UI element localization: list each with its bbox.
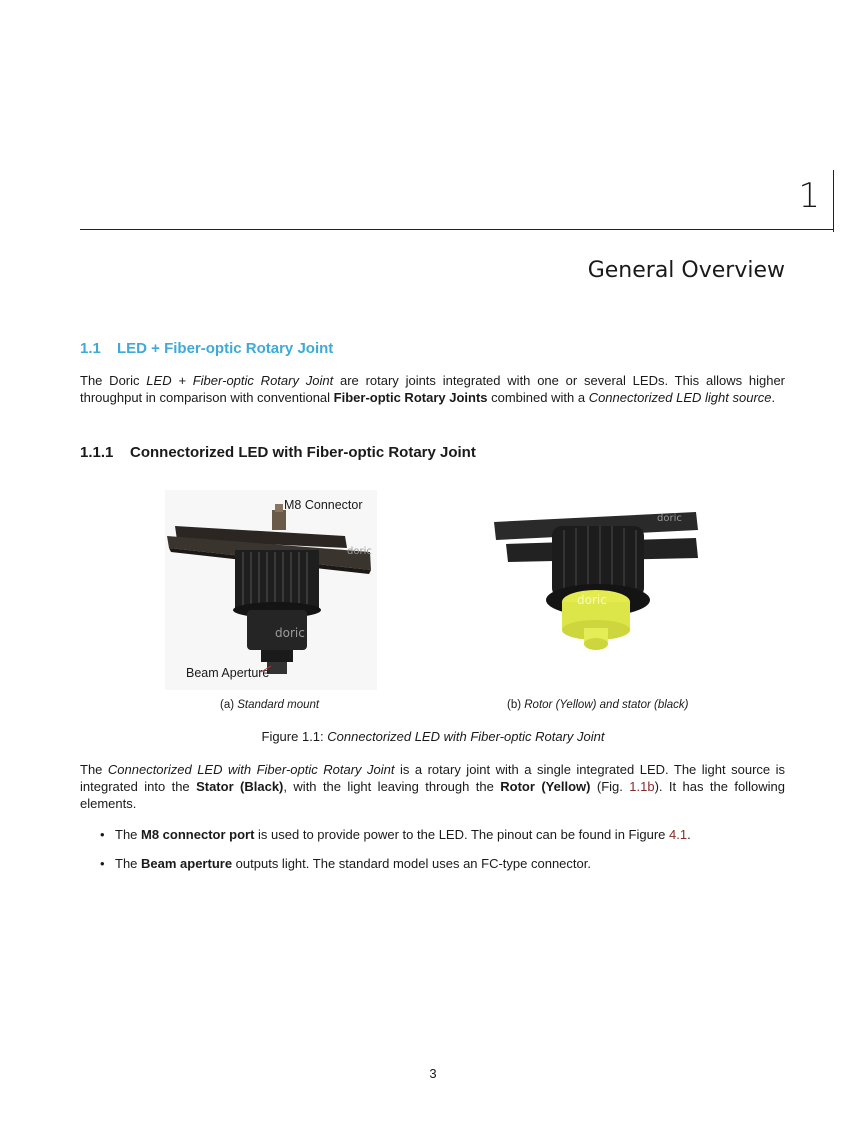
intro-text: combined with a bbox=[487, 390, 589, 405]
subcaption-a bbox=[220, 699, 319, 711]
subcaption-b-text: Rotor (Yellow) and stator (black) bbox=[524, 699, 689, 711]
intro-text: . bbox=[771, 390, 776, 405]
section-number: 1.1 bbox=[80, 340, 101, 357]
description-product-name: Connectorized LED with Fiber-optic Rotary Joint bbox=[107, 762, 395, 777]
bullet-text: The bbox=[115, 856, 142, 871]
intro-bold-term: Fiber-optic Rotary Joints bbox=[333, 390, 488, 405]
intro-product-name: LED + Fiber-optic Rotary Joint bbox=[146, 373, 334, 388]
description-text: The bbox=[80, 762, 108, 777]
figure-rotor-stator-image bbox=[492, 508, 702, 658]
section-title: LED + Fiber-optic Rotary Joint bbox=[117, 340, 334, 357]
intro-text: The Doric bbox=[80, 373, 147, 388]
brand-mark-bar-b: doric bbox=[657, 513, 682, 524]
chapter-divider-horizontal bbox=[80, 229, 834, 230]
bullet-text: . bbox=[687, 827, 691, 842]
intro-paragraph bbox=[80, 372, 785, 406]
intro-text: are rotary joints integrated with one or several LEDs. This allows higher throughput in comparison with conventional bbox=[80, 373, 785, 405]
brand-mark-body: doric bbox=[275, 626, 305, 640]
subcaption-b-label: (b) bbox=[507, 699, 525, 711]
description-text: is a rotary joint with a single integrated LED. The light source is integrated into the bbox=[80, 762, 786, 794]
description-text: ). It has the following elements. bbox=[80, 779, 785, 811]
chapter-number: 1 bbox=[798, 176, 820, 216]
subsection-heading bbox=[80, 444, 476, 461]
page-number: 3 bbox=[429, 1066, 437, 1081]
figure-caption-label: Figure 1.1: bbox=[261, 729, 328, 744]
brand-mark-rotor: doric bbox=[577, 593, 607, 607]
figure-caption-text: Connectorized LED with Fiber-optic Rotary Joint bbox=[327, 729, 605, 744]
description-paragraph bbox=[80, 761, 785, 812]
subcaption-b bbox=[507, 699, 689, 711]
bullet-icon: • bbox=[100, 827, 105, 842]
chapter-divider-vertical bbox=[833, 170, 834, 232]
subcaption-a-text: Standard mount bbox=[237, 699, 320, 711]
bullet-bold-term: Beam aperture bbox=[141, 856, 233, 871]
callout-m8-connector: M8 Connector bbox=[284, 498, 363, 512]
brand-mark-bar: doric bbox=[347, 546, 372, 557]
subsection-title: Connectorized LED with Fiber-optic Rotary Joint bbox=[130, 444, 476, 461]
figure-caption bbox=[0, 729, 866, 744]
subcaption-a-label: (a) bbox=[220, 699, 238, 711]
bullet-text: is used to provide power to the LED. The pinout can be found in Figure bbox=[254, 827, 669, 842]
bullet-text: outputs light. The standard model uses an FC-type connector. bbox=[232, 856, 591, 871]
elements-list bbox=[100, 826, 691, 884]
description-text: , with the light leaving through the bbox=[283, 779, 501, 794]
list-item bbox=[100, 826, 691, 855]
description-stator-term: Stator (Black) bbox=[196, 779, 284, 794]
chapter-title: General Overview bbox=[587, 258, 785, 283]
bullet-icon: • bbox=[100, 856, 105, 871]
description-text: (Fig. bbox=[590, 779, 630, 794]
intro-italic-term: Connectorized LED light source bbox=[588, 390, 772, 405]
bullet-bold-term: M8 connector port bbox=[141, 827, 255, 842]
subsection-number: 1.1.1 bbox=[80, 444, 114, 461]
callout-beam-aperture: Beam Aperture bbox=[186, 666, 270, 680]
bullet-text: The bbox=[115, 827, 142, 842]
list-item bbox=[100, 855, 691, 884]
figure-standard-mount-image bbox=[165, 490, 377, 690]
description-rotor-term: Rotor (Yellow) bbox=[500, 779, 591, 794]
section-heading bbox=[80, 340, 333, 357]
figure-reference-link[interactable]: 1.1b bbox=[629, 779, 655, 794]
figure-reference-link[interactable]: 4.1 bbox=[669, 827, 688, 842]
